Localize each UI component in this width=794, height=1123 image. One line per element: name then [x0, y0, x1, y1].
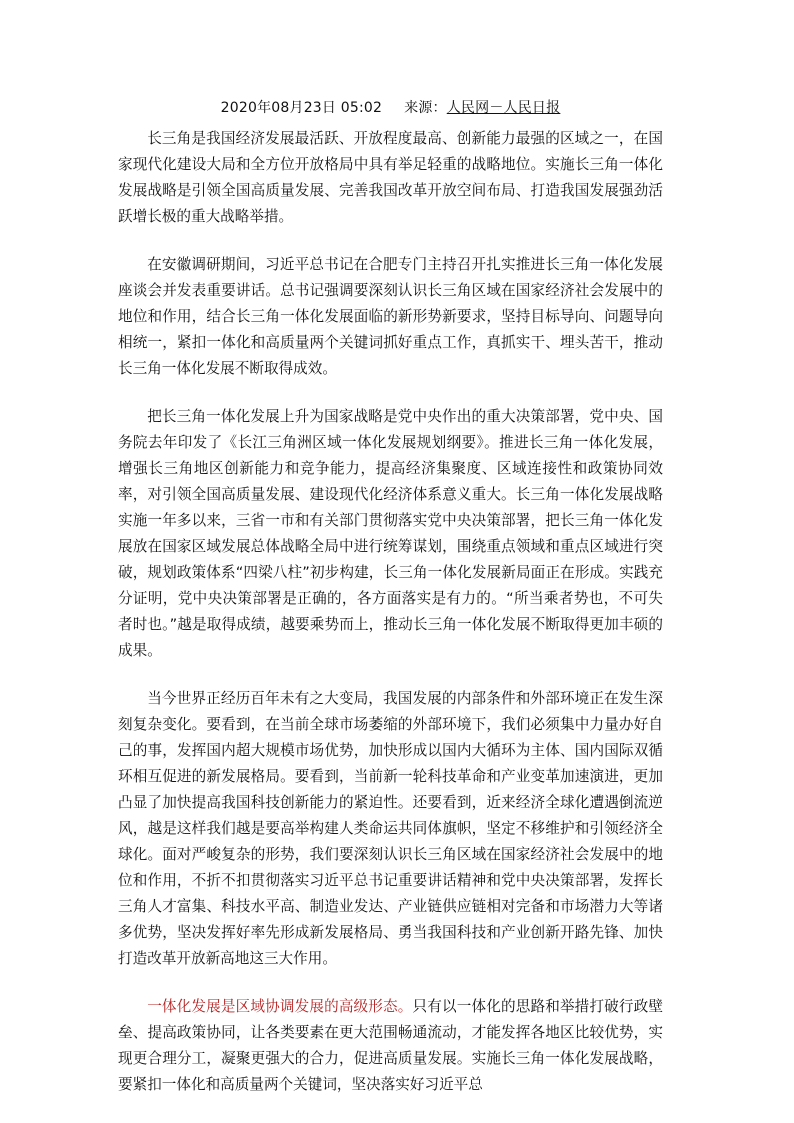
- highlighted-sentence: 一体化发展是区域协调发展的高级形态。: [147, 998, 413, 1015]
- publish-date: 2020年08月23日 05:02: [220, 100, 383, 116]
- source-label: 来源：: [404, 100, 447, 116]
- paragraph-3: 把长三角一体化发展上升为国家战略是党中央作出的重大决策部署，党中央、国务院去年印发了《长江三角洲区域一体化发展规划纲要》。推进长三角一体化发展，增强长三角地区创新能力和竞争能力，提高经济集聚度、区域连接性和政策协同效率，对引领全国高质量发展、建设现代化经济体系意义重大。长三角一体化发展战略实施一年多以来，三省一市和有关部门贯彻落实党中央决策部署，把长三角一体化发展放在国家区域发展总体战略全局中进行统筹谋划，围绕重点领域和重点区域进行突破，规划政策体系“四梁八柱”初步构建，长三角一体化发展新局面正在形成。实践充分证明，党中央决策部署是正确的，各方面落实是有力的。“所当乘者势也，不可失者时也。”越是取得成绩，越要乘势而上，推动长三角一体化发展不断取得更加丰硕的成果。: [118, 408, 663, 659]
- paragraph-4: 当今世界正经历百年未有之大变局，我国发展的内部条件和外部环境正在发生深刻复杂变化。要看到，在当前全球市场萎缩的外部环境下，我们必须集中力量办好自己的事，发挥国内超大规模市场优势，加快形成以国内大循环为主体、国内国际双循环相互促进的新发展格局。要看到，当前新一轮科技革命和产业变革加速演进，更加凸显了加快提高我国科技创新能力的紧迫性。还要看到，近来经济全球化遭遇倒流逆风，越是这样我们越是要高举构建人类命运共同体旗帜，坚定不移维护和引领经济全球化。面对严峻复杂的形势，我们要深刻认识长三角区域在国家经济社会发展中的地位和作用，不折不扣贯彻落实习近平总书记重要讲话精神和党中央决策部署，发挥长三角人才富集、科技水平高、制造业发达、产业链供应链相对完备和市场潜力大等诸多优势，坚决发挥好率先形成新发展格局、勇当我国科技和产业创新开路先锋、加快打造改革开放新高地这三大作用。: [118, 690, 663, 967]
- article-meta: [118, 94, 663, 122]
- article-body: [118, 94, 663, 1120]
- paragraph-5: [118, 994, 663, 1098]
- source-link[interactable]: 人民网－人民日报: [446, 100, 561, 116]
- paragraph-1: 长三角是我国经济发展最活跃、开放程度最高、创新能力最强的区域之一，在国家现代化建设大局和全方位开放格局中具有举足轻重的战略地位。实施长三角一体化发展战略是引领全国高质量发展、完善我国改革开放空间布局、打造我国发展强劲活跃增长极的重大战略举措。: [118, 130, 663, 225]
- paragraph-2: 在安徽调研期间，习近平总书记在合肥专门主持召开扎实推进长三角一体化发展座谈会并发表重要讲话。总书记强调要深刻认识长三角区域在国家经济社会发展中的地位和作用，结合长三角一体化发展面临的新形势新要求，坚持目标导向、问题导向相统一，紧扣一体化和高质量两个关键词抓好重点工作，真抓实干、埋头苦干，推动长三角一体化发展不断取得成效。: [118, 256, 663, 377]
- paragraph-5-text: 只有以一体化的思路和举措打破行政壁垒、提高政策协同，让各类要素在更大范围畅通流动，才能发挥各地区比较优势，实现更合理分工，凝聚更强大的合力，促进高质量发展。实施长三角一体化发展战略，要紧扣一体化和高质量两个关键词，坚决落实好习近平总: [118, 998, 663, 1093]
